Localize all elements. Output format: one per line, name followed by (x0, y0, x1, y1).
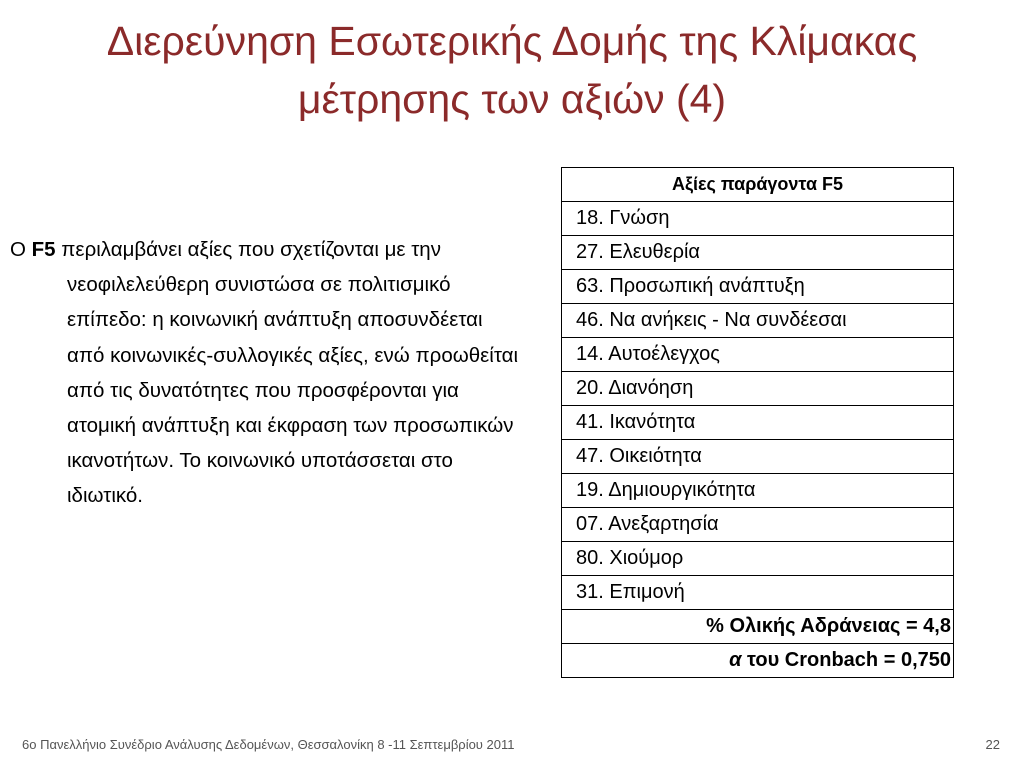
table-row (562, 508, 954, 542)
table-row (562, 338, 954, 372)
factor-label: F5 (31, 238, 56, 261)
value-cell: 31. Επιμονή (562, 576, 954, 610)
table-row (562, 304, 954, 338)
cronbach-text: του Cronbach = 0,750 (741, 649, 951, 671)
table-row (562, 270, 954, 304)
body-text (10, 232, 520, 514)
table-row (562, 406, 954, 440)
inertia-cell: % Ολικής Αδράνειας = 4,8 (562, 610, 954, 644)
value-cell: 18. Γνώση (562, 202, 954, 236)
body-description: περιλαμβάνει αξίες που σχετίζονται με την νεοφιλελεύθερη συνιστώσα σε πολιτισμικό επίπεδο: η κοινωνική ανάπτυξη αποσυνδέεται από κοινωνικές-συλλογικές αξίες, ενώ προωθείται από τις δυνατότητες που προσφέρονται για ατομική ανάπτυξη και έκφραση των προσωπικών ικανοτήτων. Το κοινωνικό υποτάσσεται στο ιδιωτικό. (55, 238, 519, 508)
value-cell: 07. Ανεξαρτησία (562, 508, 954, 542)
table-row (562, 474, 954, 508)
table-row (562, 440, 954, 474)
table-row (562, 202, 954, 236)
table-row (562, 576, 954, 610)
table-header: Αξίες παράγοντα F5 (562, 168, 954, 202)
value-cell: 46. Να ανήκεις - Να συνδέεσαι (562, 304, 954, 338)
table-row (562, 236, 954, 270)
table-row (562, 372, 954, 406)
cronbach-cell (562, 644, 954, 678)
value-cell: 41. Ικανότητα (562, 406, 954, 440)
value-cell: 19. Δημιουργικότητα (562, 474, 954, 508)
title-line-1: Διερεύνηση Εσωτερικής Δομής της Κλίμακας (106, 18, 918, 64)
value-cell: 27. Ελευθερία (562, 236, 954, 270)
value-cell: 47. Οικειότητα (562, 440, 954, 474)
page-number: 22 (985, 737, 1000, 752)
values-table (561, 167, 954, 678)
inertia-row (562, 610, 954, 644)
footer-text: 6ο Πανελλήνιο Συνέδριο Ανάλυσης Δεδομένων, Θεσσαλονίκη 8 -11 Σεπτεμβρίου 2011 (22, 737, 515, 752)
table-header-row (562, 168, 954, 202)
value-cell: 80. Χιούμορ (562, 542, 954, 576)
cronbach-row (562, 644, 954, 678)
slide-title (30, 12, 994, 128)
table-row (562, 542, 954, 576)
value-cell: 20. Διανόηση (562, 372, 954, 406)
body-paragraph (10, 232, 520, 514)
value-cell: 63. Προσωπική ανάπτυξη (562, 270, 954, 304)
cronbach-symbol: α (729, 649, 742, 671)
title-line-2: μέτρησης των αξιών (4) (297, 76, 727, 122)
value-cell: 14. Αυτοέλεγχος (562, 338, 954, 372)
body-lead: Ο (10, 238, 32, 261)
